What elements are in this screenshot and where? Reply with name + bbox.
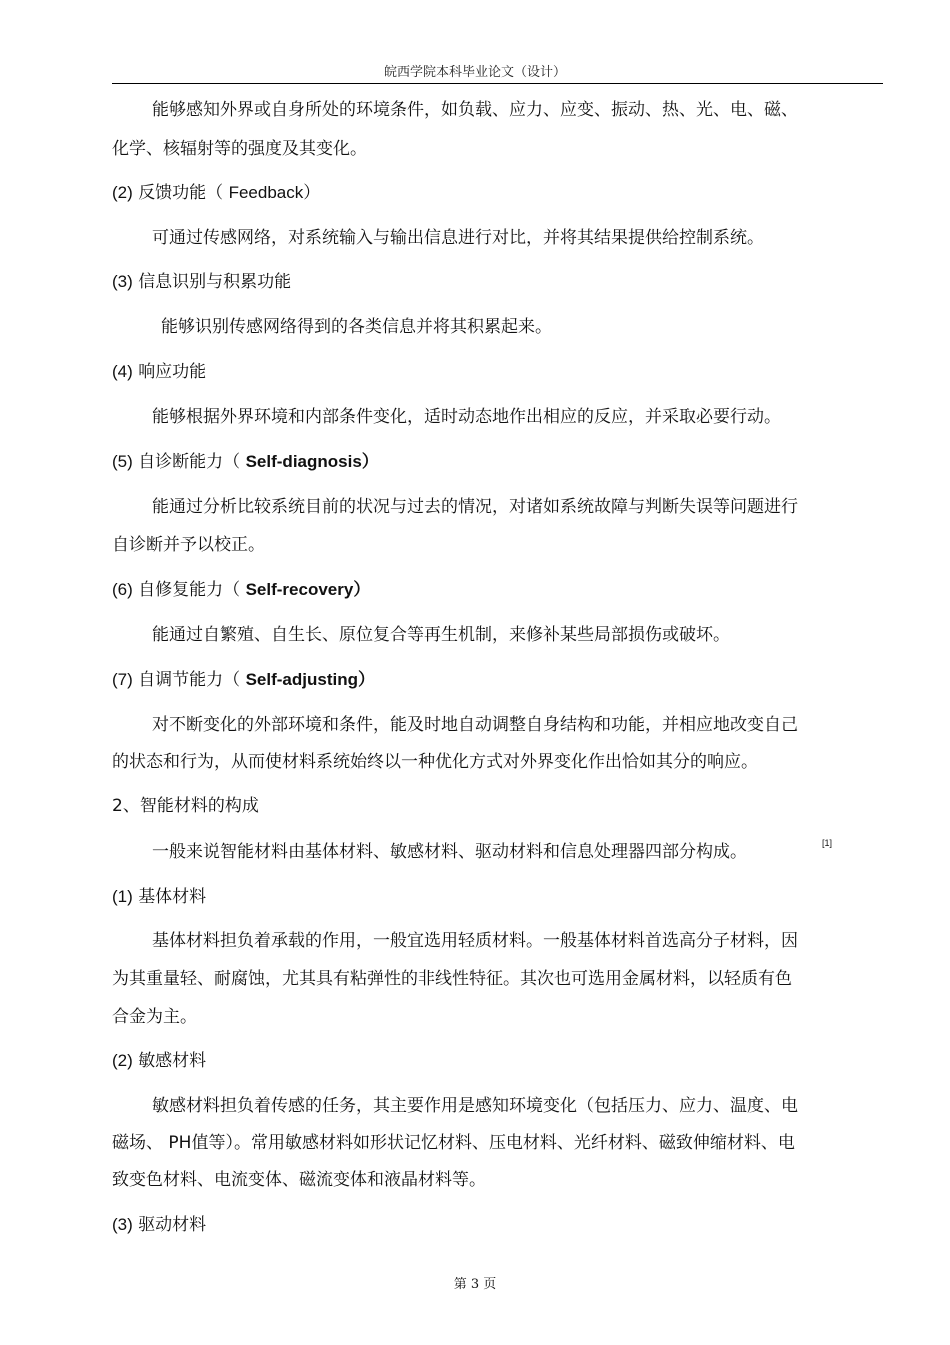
item-english: Self-adjusting） [245, 670, 375, 689]
item-title: 自调节能力（ [138, 670, 241, 690]
paragraph-line: 化学、核辐射等的强度及其变化。 [112, 139, 367, 159]
paragraph-line: 致变色材料、电流变体、磁流变体和液晶材料等。 [112, 1170, 486, 1190]
item-number: (4) [112, 362, 133, 381]
item-title: 驱动材料 [138, 1215, 207, 1235]
item-title: 基体材料 [138, 887, 207, 907]
paragraph-line: 能够感知外界或自身所处的环境条件，如负载、应力、应变、振动、热、光、电、磁、 [152, 100, 798, 120]
item-title: 自修复能力（ [138, 580, 241, 600]
item-number: (1) [112, 887, 133, 906]
paragraph-line: 能够根据外界环境和内部条件变化，适时动态地作出相应的反应，并采取必要行动。 [152, 407, 781, 427]
paragraph-line: 的状态和行为，从而使材料系统始终以一种优化方式对外界变化作出恰如其分的响应。 [112, 752, 758, 772]
item-english: Feedback） [228, 183, 321, 202]
subheading-self-recovery [112, 579, 370, 601]
item-number: (5) [112, 452, 133, 471]
item-english: Self-diagnosis） [245, 452, 379, 471]
item-title: 反馈功能（ [138, 183, 224, 203]
subheading-driving-material [112, 1214, 206, 1236]
section-heading: 2、智能材料的构成 [112, 796, 259, 816]
paragraph-line: 对不断变化的外部环境和条件，能及时地自动调整自身结构和功能，并相应地改变自己 [152, 715, 798, 735]
item-number: (2) [112, 1051, 133, 1070]
item-number: (2) [112, 183, 133, 202]
paragraph-line: 一般来说智能材料由基体材料、敏感材料、驱动材料和信息处理器四部分构成。 [152, 842, 747, 862]
subheading-sensitive-material [112, 1050, 206, 1072]
paragraph-line: 为其重量轻、耐腐蚀，尤其具有粘弹性的非线性特征。其次也可选用金属材料，以轻质有色 [112, 969, 792, 989]
item-number: (6) [112, 580, 133, 599]
page-header: 皖西学院本科毕业论文（设计） [383, 65, 566, 80]
item-title: 敏感材料 [138, 1051, 207, 1071]
subheading-self-diagnosis [112, 451, 379, 473]
paragraph-line: 基体材料担负着承载的作用，一般宜选用轻质材料。一般基体材料首选高分子材料，因 [152, 931, 798, 951]
item-title: 自诊断能力（ [138, 452, 241, 472]
paragraph-line: 合金为主。 [112, 1007, 197, 1027]
paragraph-line: 能通过自繁殖、自生长、原位复合等再生机制，来修补某些局部损伤或破坏。 [152, 625, 730, 645]
subheading-self-adjusting [112, 669, 375, 691]
subheading-info-recognition [112, 271, 291, 293]
header-rule [112, 83, 883, 84]
subheading-response [112, 361, 206, 383]
subheading-feedback [112, 182, 320, 204]
item-number: (7) [112, 670, 133, 689]
paragraph-line: 敏感材料担负着传感的任务，其主要作用是感知环境变化（包括压力、应力、温度、电 [152, 1096, 798, 1116]
citation-marker: [1] [822, 838, 833, 848]
item-title: 响应功能 [138, 362, 207, 382]
paragraph-line: 可通过传感网络，对系统输入与输出信息进行对比，并将其结果提供给控制系统。 [152, 228, 764, 248]
paragraph-line: 能够识别传感网络得到的各类信息并将其积累起来。 [161, 317, 552, 337]
paragraph-line: 能通过分析比较系统目前的状况与过去的情况，对诸如系统故障与判断失误等问题进行 [152, 497, 798, 517]
subheading-matrix-material [112, 886, 206, 908]
paragraph-line: 磁场、 PH值等）。常用敏感材料如形状记忆材料、压电材料、光纤材料、磁致伸缩材料、电 [112, 1133, 795, 1153]
item-title: 信息识别与积累功能 [138, 272, 292, 292]
page-number: 第 3 页 [453, 1277, 497, 1292]
item-english: Self-recovery） [245, 580, 371, 599]
paragraph-line: 自诊断并予以校正。 [112, 535, 265, 555]
item-number: (3) [112, 272, 133, 291]
item-number: (3) [112, 1215, 133, 1234]
